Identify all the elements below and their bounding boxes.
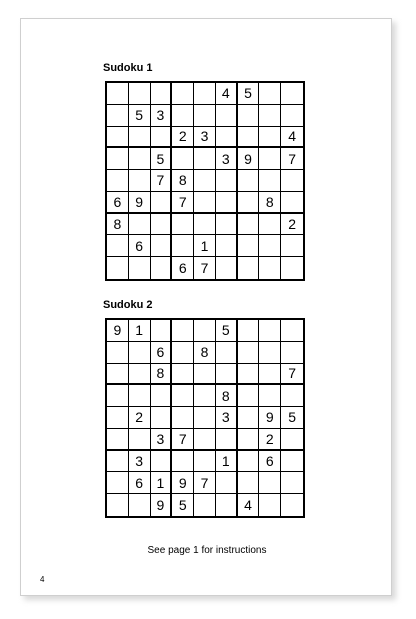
sudoku-cell (129, 342, 151, 364)
sudoku-cell: 1 (129, 320, 151, 342)
sudoku-cell (194, 451, 216, 473)
sudoku-cell (129, 364, 151, 386)
sudoku-cell (172, 407, 194, 429)
sudoku-cell (172, 105, 194, 127)
sudoku-cell (238, 192, 260, 214)
sudoku-cell: 4 (281, 127, 303, 149)
sudoku-cell (238, 429, 260, 451)
sudoku-cell: 4 (216, 83, 238, 105)
sudoku-cell (172, 342, 194, 364)
sudoku-cell (194, 83, 216, 105)
sudoku-cell: 5 (216, 320, 238, 342)
sudoku-cell (238, 235, 260, 257)
sudoku-cell: 8 (151, 364, 173, 386)
sudoku-cell (238, 385, 260, 407)
sudoku-cell (129, 214, 151, 236)
sudoku-cell (129, 148, 151, 170)
sudoku-cell: 4 (238, 494, 260, 516)
sudoku-cell: 3 (216, 148, 238, 170)
sudoku-cell (107, 235, 129, 257)
sudoku-cell (281, 235, 303, 257)
sudoku-cell: 7 (194, 472, 216, 494)
sudoku-cell (238, 257, 260, 279)
instructions-note: See page 1 for instructions (147, 545, 267, 556)
sudoku-cell (281, 342, 303, 364)
sudoku-cell (216, 342, 238, 364)
sudoku-cell (194, 170, 216, 192)
sudoku-cell: 6 (129, 235, 151, 257)
sudoku-cell: 8 (172, 170, 194, 192)
sudoku-cell: 7 (151, 170, 173, 192)
sudoku-cell (172, 385, 194, 407)
sudoku-cell: 3 (194, 127, 216, 149)
sudoku-cell (281, 192, 303, 214)
sudoku-cell (129, 385, 151, 407)
sudoku-cell: 7 (281, 364, 303, 386)
sudoku-cell: 9 (107, 320, 129, 342)
sudoku-cell: 5 (172, 494, 194, 516)
sudoku-cell (107, 148, 129, 170)
sudoku-cell (107, 127, 129, 149)
sudoku-cell: 2 (172, 127, 194, 149)
sudoku-cell (281, 472, 303, 494)
sudoku-cell: 5 (151, 148, 173, 170)
sudoku-cell (238, 364, 260, 386)
sudoku-cell (107, 83, 129, 105)
sudoku-cell (259, 342, 281, 364)
sudoku-cell (238, 170, 260, 192)
sudoku-cell (151, 320, 173, 342)
sudoku-cell (151, 407, 173, 429)
sudoku-cell (151, 127, 173, 149)
sudoku-cell (259, 148, 281, 170)
book-page (20, 18, 392, 596)
sudoku-cell (238, 127, 260, 149)
sudoku-cell: 3 (151, 105, 173, 127)
sudoku-cell (216, 494, 238, 516)
sudoku-cell (194, 105, 216, 127)
sudoku-cell (194, 364, 216, 386)
sudoku-cell (238, 472, 260, 494)
sudoku-cell (216, 192, 238, 214)
sudoku-cell (172, 83, 194, 105)
sudoku-cell (259, 235, 281, 257)
sudoku-cell (259, 472, 281, 494)
sudoku-cell (216, 429, 238, 451)
sudoku-cell: 3 (129, 451, 151, 473)
sudoku-cell (259, 364, 281, 386)
sudoku-cell: 9 (259, 407, 281, 429)
sudoku-cell (281, 429, 303, 451)
sudoku-cell (281, 105, 303, 127)
sudoku-cell (151, 192, 173, 214)
sudoku-cell (259, 320, 281, 342)
sudoku-cell (107, 472, 129, 494)
sudoku-cell: 6 (129, 472, 151, 494)
sudoku-cell (259, 214, 281, 236)
sudoku-cell (107, 451, 129, 473)
sudoku-cell (151, 385, 173, 407)
sudoku-cell: 6 (151, 342, 173, 364)
sudoku-cell: 2 (129, 407, 151, 429)
sudoku-cell: 5 (129, 105, 151, 127)
sudoku-cell (172, 364, 194, 386)
sudoku-cell: 9 (172, 472, 194, 494)
sudoku-cell: 6 (172, 257, 194, 279)
sudoku-cell (194, 494, 216, 516)
sudoku-cell (259, 385, 281, 407)
sudoku-cell (281, 494, 303, 516)
sudoku-cell: 5 (281, 407, 303, 429)
sudoku-cell (281, 83, 303, 105)
sudoku-cell (107, 385, 129, 407)
sudoku-cell (172, 235, 194, 257)
sudoku-cell (151, 451, 173, 473)
sudoku-cell (259, 257, 281, 279)
sudoku-cell (129, 83, 151, 105)
sudoku-cell: 6 (259, 451, 281, 473)
sudoku-cell: 8 (107, 214, 129, 236)
sudoku-cell (194, 320, 216, 342)
sudoku-cell (107, 170, 129, 192)
sudoku-cell (107, 494, 129, 516)
page-number: 4 (40, 575, 45, 584)
sudoku-2-title: Sudoku 2 (103, 299, 153, 311)
sudoku-cell: 9 (129, 192, 151, 214)
sudoku-cell: 2 (281, 214, 303, 236)
sudoku-cell (238, 342, 260, 364)
sudoku-cell (172, 148, 194, 170)
sudoku-2-grid (105, 318, 305, 518)
sudoku-cell (194, 148, 216, 170)
sudoku-cell (107, 407, 129, 429)
sudoku-cell: 7 (172, 429, 194, 451)
sudoku-cell (194, 429, 216, 451)
sudoku-cell (216, 364, 238, 386)
sudoku-cell (107, 105, 129, 127)
sudoku-cell (107, 342, 129, 364)
sudoku-cell (238, 320, 260, 342)
sudoku-cell (194, 214, 216, 236)
sudoku-cell: 2 (259, 429, 281, 451)
sudoku-1-grid (105, 81, 305, 281)
sudoku-cell (216, 257, 238, 279)
sudoku-cell (194, 407, 216, 429)
sudoku-cell (238, 451, 260, 473)
sudoku-cell (216, 127, 238, 149)
sudoku-cell (151, 235, 173, 257)
sudoku-cell (238, 214, 260, 236)
sudoku-cell: 1 (151, 472, 173, 494)
sudoku-cell: 9 (151, 494, 173, 516)
sudoku-cell (281, 451, 303, 473)
sudoku-cell (281, 170, 303, 192)
sudoku-cell: 1 (216, 451, 238, 473)
sudoku-cell: 7 (281, 148, 303, 170)
sudoku-cell: 7 (194, 257, 216, 279)
sudoku-cell (216, 170, 238, 192)
sudoku-cell (259, 105, 281, 127)
sudoku-1-title: Sudoku 1 (103, 62, 153, 74)
sudoku-cell (151, 83, 173, 105)
sudoku-cell (259, 127, 281, 149)
sudoku-cell (172, 214, 194, 236)
sudoku-cell (129, 257, 151, 279)
sudoku-cell (216, 105, 238, 127)
sudoku-cell (172, 451, 194, 473)
sudoku-cell (216, 235, 238, 257)
sudoku-cell (238, 407, 260, 429)
sudoku-cell: 1 (194, 235, 216, 257)
sudoku-cell (107, 429, 129, 451)
sudoku-cell: 3 (216, 407, 238, 429)
sudoku-cell: 3 (151, 429, 173, 451)
sudoku-cell (281, 320, 303, 342)
sudoku-cell: 8 (259, 192, 281, 214)
sudoku-cell: 7 (172, 192, 194, 214)
sudoku-cell (151, 214, 173, 236)
sudoku-cell (129, 127, 151, 149)
sudoku-cell (194, 192, 216, 214)
sudoku-cell (216, 472, 238, 494)
sudoku-cell (129, 429, 151, 451)
sudoku-cell (281, 257, 303, 279)
sudoku-cell (238, 105, 260, 127)
sudoku-cell (151, 257, 173, 279)
sudoku-cell: 8 (216, 385, 238, 407)
sudoku-cell (172, 320, 194, 342)
sudoku-cell (259, 170, 281, 192)
sudoku-cell (129, 170, 151, 192)
sudoku-cell (216, 214, 238, 236)
sudoku-cell (259, 494, 281, 516)
sudoku-cell: 5 (238, 83, 260, 105)
sudoku-cell (194, 385, 216, 407)
sudoku-cell (259, 83, 281, 105)
sudoku-cell (107, 364, 129, 386)
sudoku-cell: 8 (194, 342, 216, 364)
sudoku-cell (281, 385, 303, 407)
sudoku-cell (107, 257, 129, 279)
sudoku-cell: 9 (238, 148, 260, 170)
sudoku-cell: 6 (107, 192, 129, 214)
sudoku-cell (129, 494, 151, 516)
